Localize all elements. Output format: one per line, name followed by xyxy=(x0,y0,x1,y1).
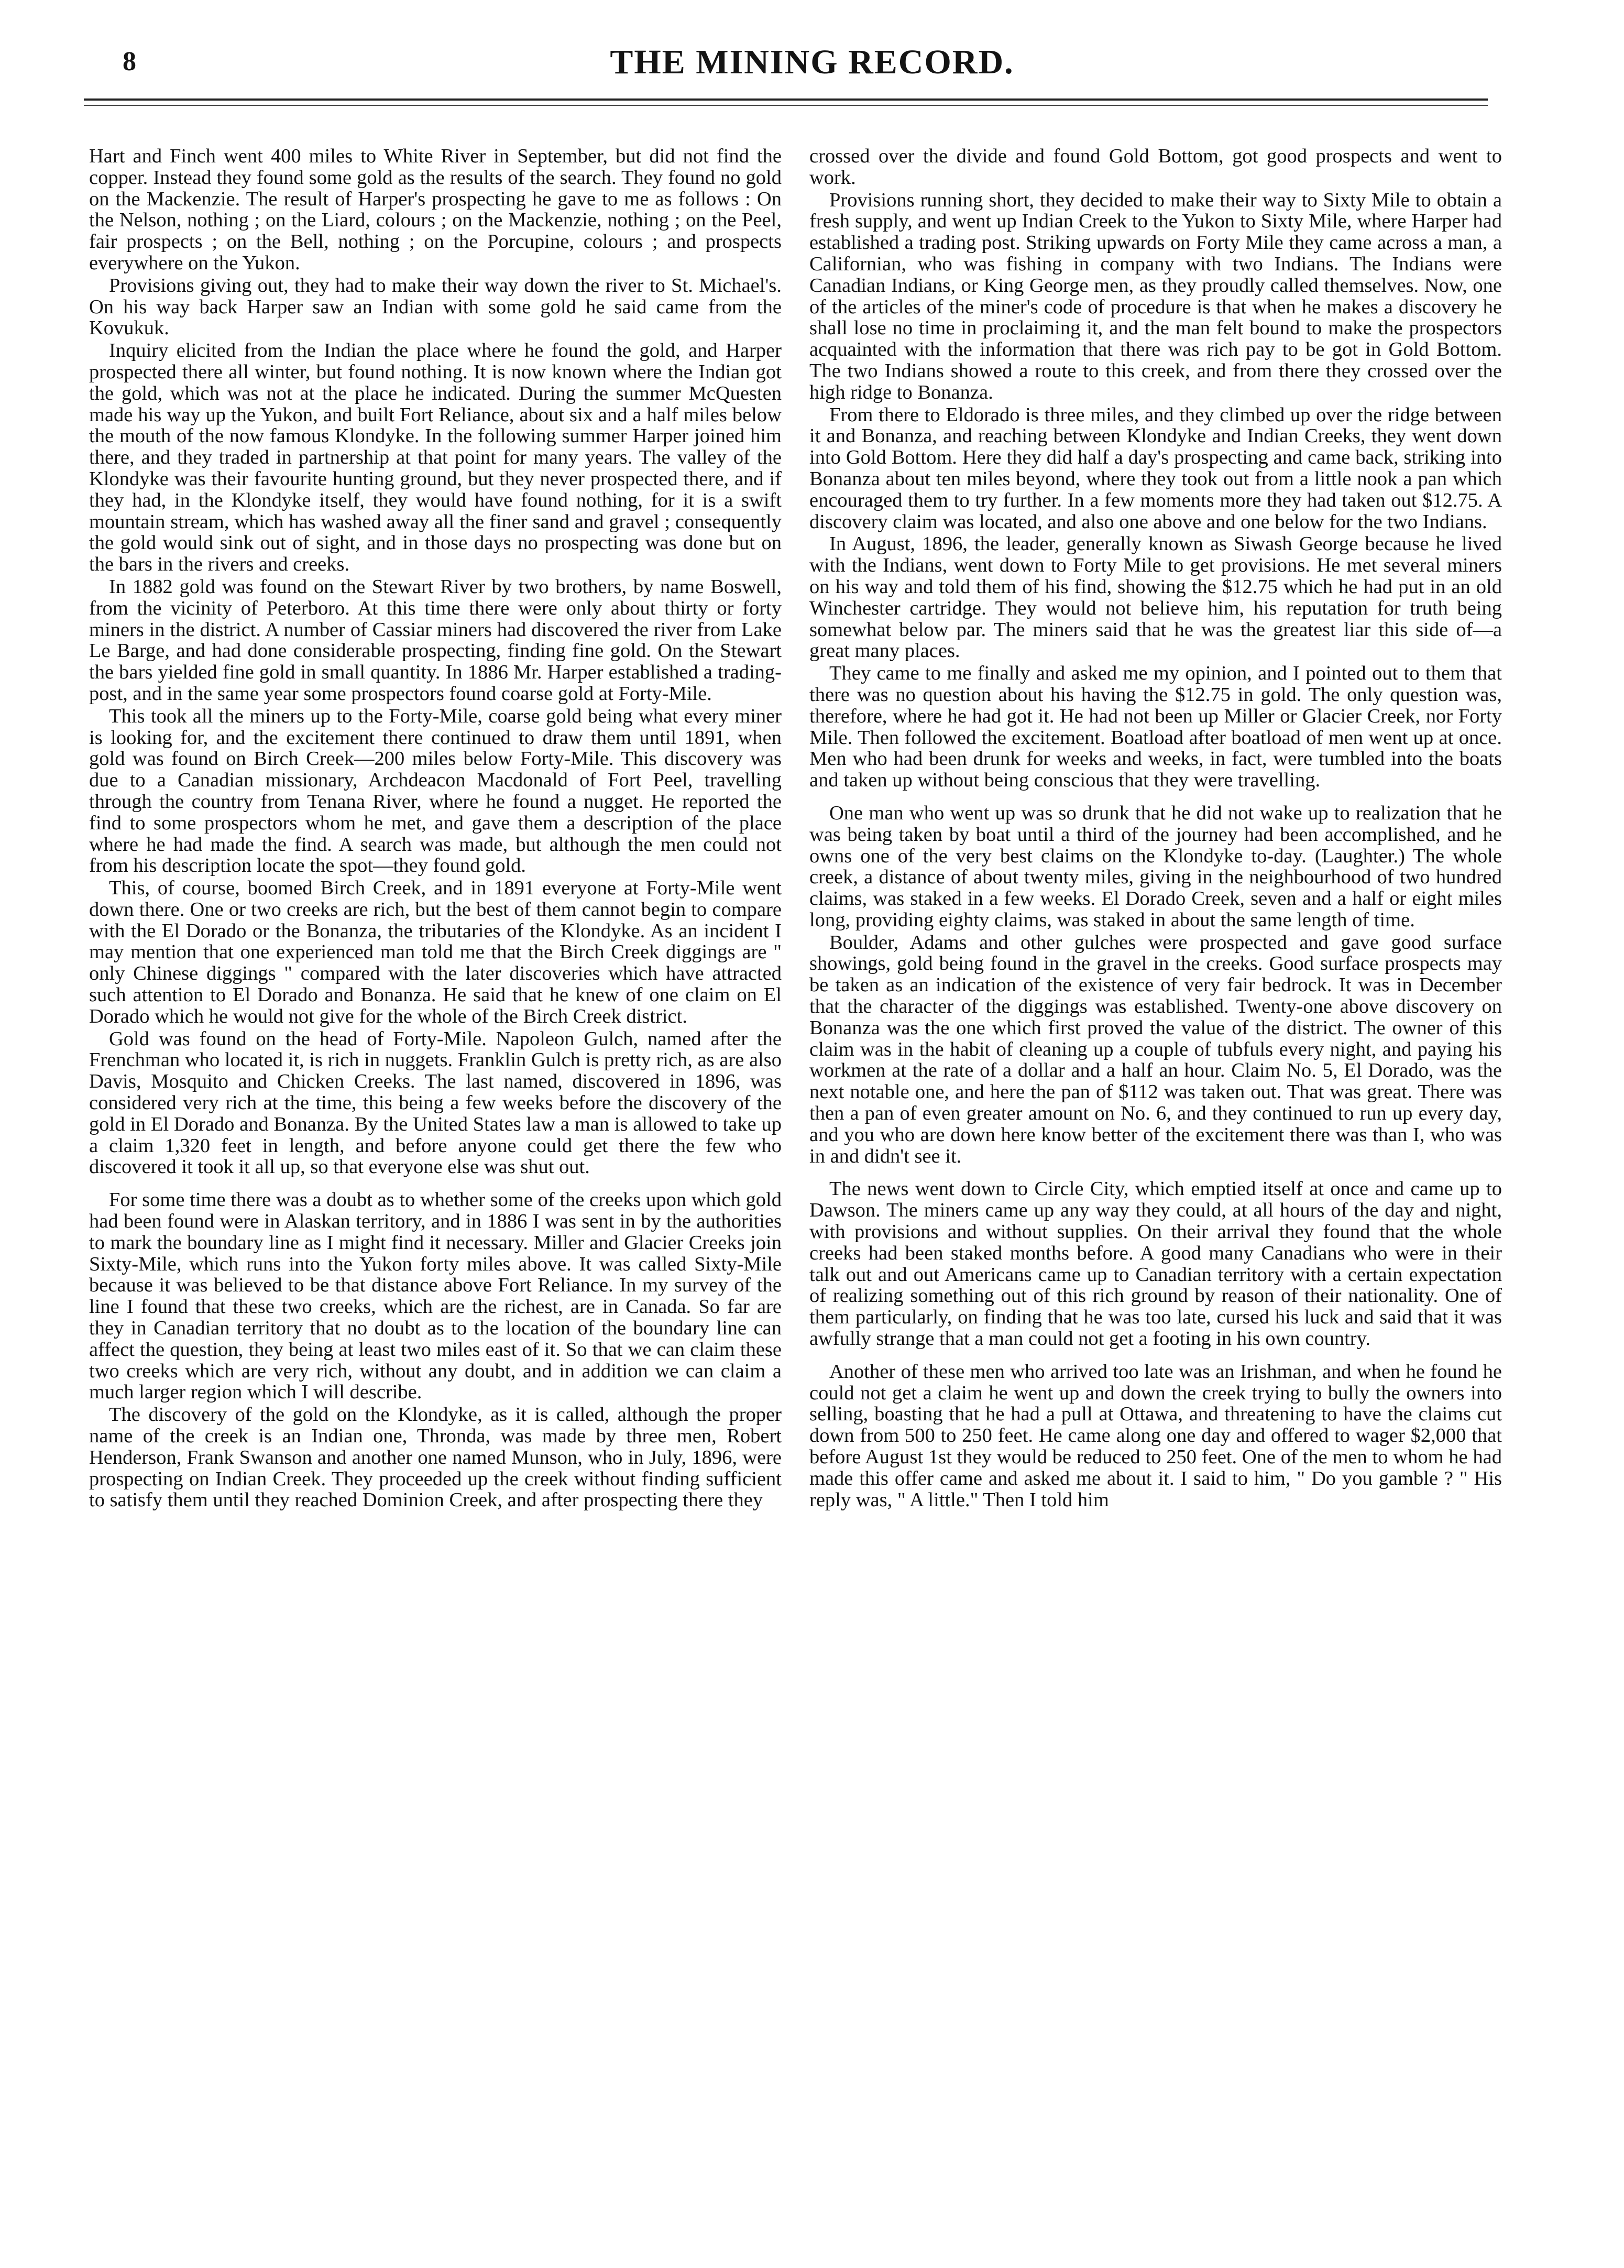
paragraph: In 1882 gold was found on the Stewart River by two brothers, by name Boswell, from the vicinity of Peterboro. At this time there were only about thirty or forty miners in the district. A number of Cassiar miners had discovered the river from Lake Le Barge, and had done considerable prospecting, finding fine gold. On the Stewart the bars yielded fine gold in small quantity. In 1886 Mr. Harper established a trading-post, and in the same year some prospectors found coarse gold at Forty-Mile. xyxy=(89,575,782,705)
header-rule-bottom xyxy=(84,105,1488,106)
paragraph: Boulder, Adams and other gulches were prospected and gave good surface showings, gold being found in the gravel in the creeks. Good surface prospects may be taken as an indication of the existence of very fair bedrock. It was in December that the character of the diggings was established. Twenty-one above discovery on Bonanza was the one which first proved the value of the district. The owner of this claim was in the habit of cleaning up a couple of tubfuls every night, and paying his workmen at the rate of a dollar and a half an hour. Claim No. 5, El Dorado, was the next notable one, and here the pan of $112 was taken out. That was great. There was then a pan of even greater amount on No. 6, and they continued to run up every day, and you who are down here know better of the excitement there was than I, who was in and didn't see it. xyxy=(809,931,1502,1167)
paragraph: From there to Eldorado is three miles, and they climbed up over the ridge between it and Bonanza, and reaching between Klondyke and Indian Creeks, they went down into Gold Bottom. Here they did half a day's prospecting and came back, striking into Bonanza about ten miles beyond, where they took out from a little nook a pan which encouraged them to try further. In a few moments more they had taken out $12.75. A discovery claim was located, and also one above and one below for the two Indians. xyxy=(809,403,1502,533)
header-rule-top xyxy=(84,98,1488,101)
paragraph: This, of course, boomed Birch Creek, and in 1891 everyone at Forty-Mile went down there. One or two creeks are rich, but the best of them cannot begin to compare with the El Dorado or the Bonanza, the tributaries of the Klondyke. As an incident I may mention that one experienced man told me that the Birch Creek diggings are " only Chinese diggings " compared with the later discoveries which have attracted such attention to El Dorado and Bonanza. He said that he knew of one claim on El Dorado which he would not give for the whole of the Birch Creek district. xyxy=(89,877,782,1027)
paragraph: The news went down to Circle City, which emptied itself at once and came up to Dawson. The miners came up any way they could, at all hours of the day and night, with provisions and without supplies. On their arrival they found that the whole creeks had been staked months before. A good many Canadians who were in their talk out and out Americans came up to Canadian territory with a certain expectation of realizing something out of this rich ground by reason of their nationality. One of them particularly, on finding that he was too late, cursed his luck and said that it was awfully strange that a man could not get a footing in his own country. xyxy=(809,1178,1502,1350)
paragraph: Provisions running short, they decided to make their way to Sixty Mile to obtain a fresh supply, and went up Indian Creek to the Yukon to Sixty Mile, where Harper had established a trading post. Striking upwards on Forty Mile they came across a man, a Californian, who was fishing in company with two Indians. The Indians were Canadian Indians, or King George men, as they proudly called themselves. Now, one of the articles of the miner's code of procedure is that when he makes a discovery he shall lose no time in proclaiming it, and the man felt bound to make the prospectors acquainted with the information that there was rich pay to be got in Gold Bottom. The two Indians showed a route to this creek, and from there they crossed over the high ridge to Bonanza. xyxy=(809,189,1502,403)
left-column xyxy=(89,146,782,2236)
paragraph: For some time there was a doubt as to whether some of the creeks upon which gold had been found were in Alaskan territory, and in 1886 I was sent in by the authorities to mark the boundary line as I might find it necessary. Miller and Glacier Creeks join Sixty-Mile, which runs into the Yukon forty miles above. It was called Sixty-Mile because it was believed to be that distance above Fort Reliance. In my survey of the line I found that these two creeks, which are the richest, are in Canada. So far are they in Canadian territory that no doubt as to the location of the boundary line can affect the question, they being at least two miles east of it. So that we can claim these two creeks which are very rich, without any doubt, and in addition we can claim a much larger region which I will describe. xyxy=(89,1189,782,1404)
paragraph: Another of these men who arrived too late was an Irishman, and when he found he could not get a claim he went up and down the creek trying to bully the owners into selling, boasting that he had a pull at Ottawa, and threatening to have the claims cut down from 500 to 250 feet. He came along one day and offered to wager $2,000 that before August 1st they would be reduced to 250 feet. One of the men to whom he had made this offer came and asked me about it. I said to him, " Do you gamble ? " His reply was, " A little." Then I told him xyxy=(809,1360,1502,1511)
paragraph: Provisions giving out, they had to make their way down the river to St. Michael's. On his way back Harper saw an Indian with some gold he said came from the Kovukuk. xyxy=(89,274,782,339)
right-column xyxy=(809,146,1502,2236)
paragraph: In August, 1896, the leader, generally known as Siwash George because he lived with the Indians, went down to Forty Mile to get provisions. He met several miners on his way and told them of his find, showing the $12.75 which he had put in an old Winchester cartridge. They would not believe him, his reputation for truth being somewhat below par. The miners said that he was the greatest liar this side of—a great many places. xyxy=(809,533,1502,662)
paragraph: One man who went up was so drunk that he did not wake up to realization that he was being taken by boat until a third of the journey had been accomplished, and he owns one of the very best claims on the Klondyke to-day. (Laughter.) The whole creek, a distance of about twenty miles, giving in the neighbourhood of two hundred claims, was staked in a few weeks. El Dorado Creek, seven and a half or eight miles long, providing eighty claims, was staked in about the same length of time. xyxy=(809,802,1502,931)
paragraph: Hart and Finch went 400 miles to White River in September, but did not find the copper. Instead they found some gold as the results of the search. They found no gold on the Mackenzie. The result of Harper's prospecting he gave to me as follows : On the Nelson, nothing ; on the Liard, colours ; on the Mackenzie, nothing ; on the Peel, fair prospects ; on the Bell, nothing ; on the Porcupine, colours ; and prospects everywhere on the Yukon. xyxy=(89,146,782,274)
paragraph: crossed over the divide and found Gold Bottom, got good prospects and went to work. xyxy=(809,146,1502,189)
paragraph: This took all the miners up to the Forty-Mile, coarse gold being what every miner is looking for, and the excitement there continued to draw them until 1891, when gold was found on Birch Creek—200 miles below Forty-Mile. This discovery was due to a Canadian missionary, Archdeacon Macdonald of Fort Peel, travelling through the country from Tenana River, where he found a nugget. He reported the find to some prospectors whom he met, and gave them a description of the place where he had made the find. A search was made, but although the men could not from his description locate the spot—they found gold. xyxy=(89,705,782,877)
paragraph: The discovery of the gold on the Klondyke, as it is called, although the proper name of the creek is an Indian one, Thronda, was made by three men, Robert Henderson, Frank Swanson and another one named Munson, who in July, 1896, were prospecting on Indian Creek. They proceeded up the creek without finding sufficient to satisfy them until they reached Dominion Creek, and after prospecting there they xyxy=(89,1404,782,1511)
paragraph: Inquiry elicited from the Indian the place where he found the gold, and Harper prospected there all winter, but found nothing. It is now known where the Indian got the gold, which was not at the place he indicated. During the summer McQuesten made his way up the Yukon, and built Fort Reliance, about six and a half miles below the mouth of the now famous Klondyke. In the following summer Harper joined him there, and they traded in partnership at that point for many years. The valley of the Klondyke was their favourite hunting ground, but they never prospected there, and if they had, in the Klondyke itself, they would have found nothing, for it is a swift mountain stream, which has washed away all the finer sand and gravel ; consequently the gold would sink out of sight, and in those days no prospecting was done but on the bars in the rivers and creeks. xyxy=(89,339,782,576)
page-number: 8 xyxy=(123,47,136,76)
paragraph: They came to me finally and asked me my opinion, and I pointed out to them that there was no question about his having the $12.75 in gold. The only question was, therefore, where he had got it. He had not been up Miller or Glacier Creek, nor Forty Mile. Then followed the excitement. Boatload after boatload of men went up at once. Men who had been drunk for weeks and weeks, in fact, were tumbled into the boats and taken up without being conscious that they were travelling. xyxy=(809,662,1502,792)
paragraph: Gold was found on the head of Forty-Mile. Napoleon Gulch, named after the Frenchman who located it, is rich in nuggets. Franklin Gulch is pretty rich, as are also Davis, Mosquito and Chicken Creeks. The last named, discovered in 1896, was considered very rich at the time, this being a few weeks before the discovery of the gold in El Dorado and Bonanza. By the United States law a man is allowed to take up a claim 1,320 feet in length, and before anyone could get there the few who discovered it took it all up, so that everyone else was shut out. xyxy=(89,1027,782,1178)
masthead-title: THE MINING RECORD. xyxy=(610,43,1014,81)
